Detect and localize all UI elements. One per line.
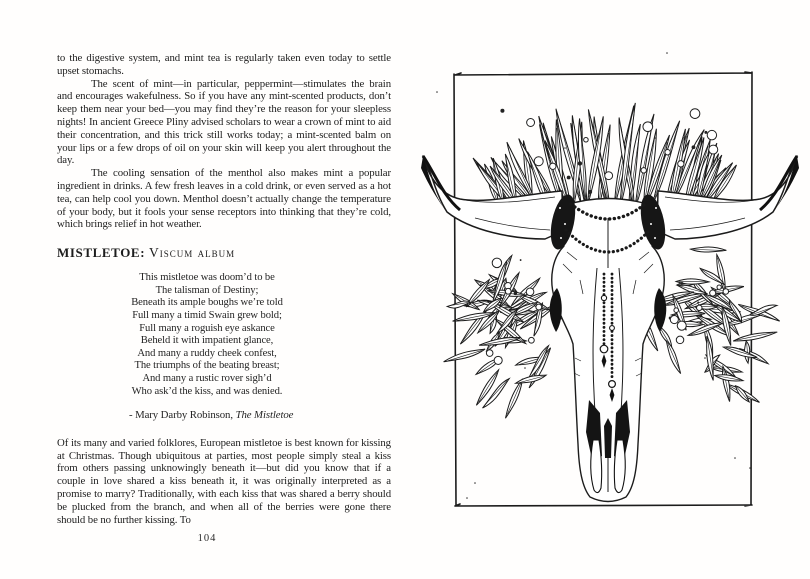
skull-drawing-svg [405,28,805,533]
poem-author: - Mary Darby Robinson, [129,409,236,422]
poem-line: And many a ruddy cheek confest, [137,347,277,359]
left-page-text-column [57,52,391,546]
poem-line: This mistletoe was doom’d to be [139,272,275,284]
mistletoe-skull-illustration [405,28,805,533]
poem-attribution [129,409,391,422]
paragraph-mint-scent: The scent of mint—in particular, peppermint—stimulates the brain and encourages wakefulness. So if you have any mint-scented products, don’t keep them near your bed—you may find they’re the reason for your sleepless nights! In ancient Greece Pliny advised scholars to wear a crown of mint to aid their concentration, and this trick still works today; a mint-scented balm on your lips or a few drops of oil on your skin will keep you alert throughout the day. [57,77,391,167]
section-heading-mistletoe [57,245,391,260]
heading-common-name: MISTLETOE: [57,245,146,261]
heading-latin-name: Viscum album [148,245,236,261]
poem-line: The triumphs of the beating breast; [134,360,280,372]
poem-line: The talisman of Destiny; [155,284,259,296]
poem-line: Beneath its ample boughs we’re told [131,297,283,309]
mistletoe-left-cluster [443,255,564,420]
paragraph-mistletoe-folklore: Of its many and varied folklores, European mistletoe is best known for kissing at Christmas. Though ubiquitous at parties, most people simply steal a kiss from others passing unknowingly beneath it—but did you know that if a couple in love shared a kiss beneath it, it was originally interpreted as a promise to marry? Traditionally, with each kiss that was shared a berry should be plucked from the branch, and when all of the berries were gone there should be no further kissing. To [57,436,391,526]
poem-line: And many a rustic rover sigh’d [142,372,272,384]
paragraph-mint-cooling: The cooling sensation of the menthol also makes mint a popular ingredient in drinks. A few fresh leaves in a cold drink, or even served as a hot tea, can help cool you down. Menthol doesn’t actually change the temperature of your body, but it fools your sense receptors into thinking that they’re cold, which brings relief in hot weather. [57,167,391,231]
poem-line: Beheld it with impatient glance, [140,335,274,347]
paragraph-mint-digestive: to the digestive system, and mint tea is regularly taken even today to settle upset stomachs. [57,52,391,77]
page-number: 104 [197,533,217,545]
mistletoe-poem [57,272,357,398]
poem-line: Full many a roguish eye askance [139,322,275,334]
poem-line: Who ask’d the kiss, and was denied. [131,385,283,397]
poem-line: Full many a timid Swain grew bold; [132,309,282,321]
poem-title: The Mistletoe [235,409,294,422]
